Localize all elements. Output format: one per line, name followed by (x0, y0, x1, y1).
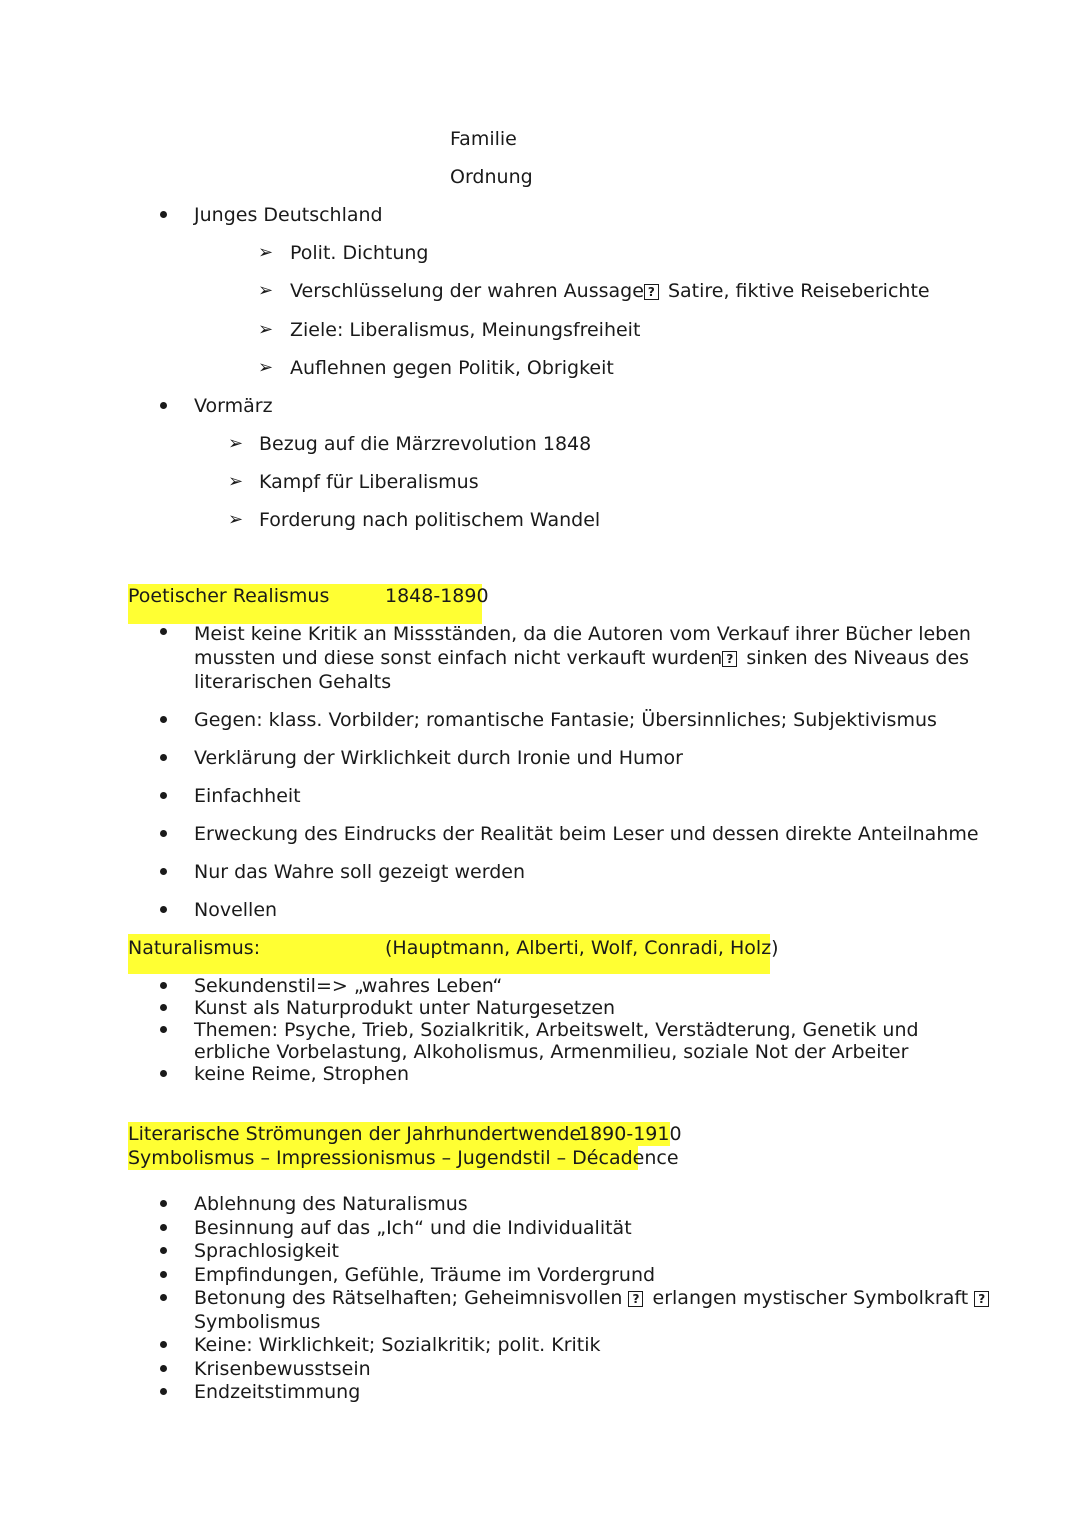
jhw-item-2: Sprachlosigkeit (194, 1240, 339, 1262)
bullet-icon (160, 1271, 167, 1278)
naturalismus-title: Naturalismus: (128, 937, 261, 959)
missing-glyph-icon: ? (644, 284, 659, 300)
jhw-item-5: Keine: Wirklichkeit; Sozialkritik; polit. Kritik (194, 1334, 601, 1356)
naturalismus-item-2-line2: erbliche Vorbelastung, Alkoholismus, Armenmilieu, soziale Not der Arbeiter (194, 1041, 909, 1063)
arrow-bullet-icon: ➢ (228, 471, 244, 492)
bullet-icon (160, 1388, 167, 1395)
vormaerz-item-1: Kampf für Liberalismus (259, 471, 479, 493)
realismus-item-4: Erweckung des Eindrucks der Realität beim Leser und dessen direkte Anteilnahme (194, 823, 979, 845)
bullet-icon (160, 1004, 167, 1011)
junges-item-0: Polit. Dichtung (290, 242, 429, 264)
junges-item-2: Ziele: Liberalismus, Meinungsfreiheit (290, 319, 641, 341)
junges-item-1 (290, 279, 930, 303)
jhw-item-4-text: Betonung des Rätselhaften; Geheimnisvollen (194, 1287, 623, 1309)
bullet-icon (160, 211, 167, 218)
naturalismus-authors: (Hauptmann, Alberti, Wolf, Conradi, Holz) (385, 937, 779, 959)
junges-title: Junges Deutschland (194, 204, 383, 226)
jhw-item-4 (194, 1286, 992, 1310)
naturalismus-item-1: Kunst als Naturprodukt unter Naturgesetzen (194, 997, 616, 1019)
bullet-icon (160, 716, 167, 723)
jahrhundertwende-period: 1890-1910 (578, 1123, 682, 1145)
bullet-icon (160, 1341, 167, 1348)
realismus-item-2: Verklärung der Wirklichkeit durch Ironie und Humor (194, 747, 683, 769)
bullet-icon (160, 1247, 167, 1254)
missing-glyph-icon: ? (628, 1291, 643, 1307)
bullet-icon (160, 868, 167, 875)
bullet-icon (160, 628, 167, 635)
bullet-icon (160, 1026, 167, 1033)
jhw-item-7: Endzeitstimmung (194, 1381, 361, 1403)
bullet-icon (160, 1224, 167, 1231)
bullet-icon (160, 754, 167, 761)
realismus-title: Poetischer Realismus (128, 585, 330, 607)
bullet-icon (160, 1070, 167, 1077)
vormaerz-title: Vormärz (194, 395, 273, 417)
realismus-item-1: Gegen: klass. Vorbilder; romantische Fantasie; Übersinnliches; Subjektivismus (194, 709, 937, 731)
arrow-bullet-icon: ➢ (258, 357, 274, 378)
naturalismus-item-0: Sekundenstil=> „wahres Leben“ (194, 975, 503, 997)
realismus-item-0-line3: literarischen Gehalts (194, 671, 392, 693)
jhw-item-4-line2: Symbolismus (194, 1311, 321, 1333)
jahrhundertwende-title: Literarische Strömungen der Jahrhundertwende (128, 1123, 582, 1145)
bullet-icon (160, 402, 167, 409)
bullet-icon (160, 792, 167, 799)
missing-glyph-icon: ? (722, 651, 737, 667)
arrow-bullet-icon: ➢ (258, 319, 274, 340)
naturalismus-item-2-line1: Themen: Psyche, Trieb, Sozialkritik, Arbeitswelt, Verstädterung, Genetik und (194, 1019, 919, 1041)
arrow-bullet-icon: ➢ (258, 280, 274, 301)
realismus-item-5: Nur das Wahre soll gezeigt werden (194, 861, 525, 883)
realismus-item-0-line1: Meist keine Kritik an Missständen, da die Autoren vom Verkauf ihrer Bücher leben (194, 623, 971, 645)
realismus-item-0-line2 (194, 646, 969, 670)
arrow-bullet-icon: ➢ (228, 509, 244, 530)
missing-glyph-icon: ? (974, 1291, 989, 1307)
realismus-item-6: Novellen (194, 899, 278, 921)
arrow-bullet-icon: ➢ (228, 433, 244, 454)
bullet-icon (160, 830, 167, 837)
realismus-item-0-text: mussten und diese sonst einfach nicht verkauft wurden (194, 647, 723, 669)
word-ordnung: Ordnung (450, 166, 533, 188)
realismus-item-3: Einfachheit (194, 785, 301, 807)
jhw-item-4-rest: erlangen mystischer Symbolkraft (652, 1287, 969, 1309)
word-familie: Familie (450, 128, 517, 150)
vormaerz-item-2: Forderung nach politischem Wandel (259, 509, 601, 531)
bullet-icon (160, 906, 167, 913)
arrow-bullet-icon: ➢ (258, 242, 274, 263)
bullet-icon (160, 1294, 167, 1301)
naturalismus-item-3: keine Reime, Strophen (194, 1063, 410, 1085)
jhw-item-1: Besinnung auf das „Ich“ und die Individualität (194, 1217, 632, 1239)
jhw-item-0: Ablehnung des Naturalismus (194, 1193, 468, 1215)
bullet-icon (160, 982, 167, 989)
junges-item-1-text: Verschlüsselung der wahren Aussage (290, 280, 644, 302)
realismus-item-0-rest: sinken des Niveaus des (746, 647, 970, 669)
junges-item-3: Auflehnen gegen Politik, Obrigkeit (290, 357, 614, 379)
vormaerz-item-0: Bezug auf die Märzrevolution 1848 (259, 433, 592, 455)
junges-item-1-rest: Satire, fiktive Reiseberichte (667, 280, 930, 302)
realismus-period: 1848-1890 (385, 585, 489, 607)
jahrhundertwende-subtitle: Symbolismus – Impressionismus – Jugendstil – Décadence (128, 1147, 679, 1169)
bullet-icon (160, 1200, 167, 1207)
jhw-item-3: Empfindungen, Gefühle, Träume im Vordergrund (194, 1264, 656, 1286)
jhw-item-6: Krisenbewusstsein (194, 1358, 371, 1380)
bullet-icon (160, 1365, 167, 1372)
